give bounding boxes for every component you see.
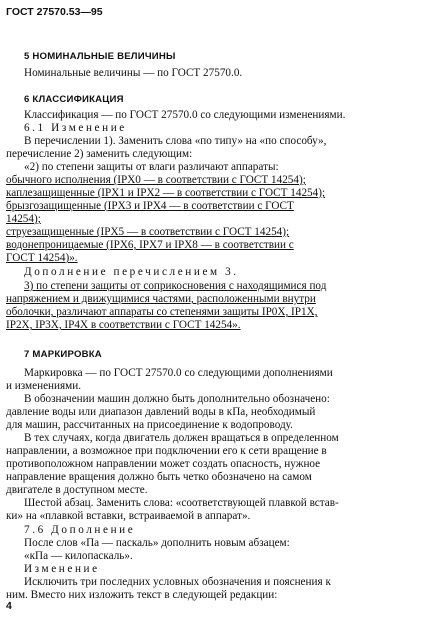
section-7-line: В тех случаях, когда двигатель должен вращаться в определенном: [24, 432, 339, 444]
section-7-line: «кПа — килопаскаль».: [24, 550, 133, 562]
section-7-line: Исключить три последних условных обозначения и пояснения к: [24, 576, 331, 588]
document-header: ГОСТ 27570.53—95: [6, 6, 103, 18]
section-7-line: и изменениями.: [6, 380, 82, 392]
section-6-line: брызгозащищенные (IPX3 и IPX4 — в соответствии с ГОСТ: [6, 200, 294, 212]
section-6-line: В перечислении 1). Заменить слова «по типу» на «по способу»,: [24, 135, 327, 147]
section-7-line: ки» на «плавкой вставки, встраиваемой в аппарат».: [6, 510, 251, 522]
section-6-line: ГОСТ 14254)».: [6, 252, 78, 264]
section-7-line: Маркировка — по ГОСТ 27570.0 со следующими дополнениями: [24, 367, 333, 379]
section-7-line: двигателе в доступном месте.: [6, 484, 148, 496]
section-7-line: направление вращения должно быть четко обозначено на самом: [6, 471, 312, 483]
addition-heading: Дополнение перечислением 3.: [24, 266, 239, 278]
section-7-line: направлении, а возможное при подключении его к сети вращение в: [6, 445, 327, 457]
section-7-line: для машин, рассчитанных на присоединение к водопроводу.: [6, 419, 293, 431]
section-6-line: 3) по степени защиты от соприкосновения с находящимися под: [24, 280, 327, 292]
section-6-line: «2) по степени защиты от влаги различают аппараты:: [24, 161, 279, 173]
section-5-line: Номинальные величины — по ГОСТ 27570.0.: [24, 67, 243, 79]
section-7-line: давление воды или диапазон давлений воды в кПа, необходимый: [6, 406, 316, 418]
page-number: 4: [6, 600, 12, 612]
section-7-line: Шестой абзац. Заменить слова: «соответствующей плавкой встав-: [24, 497, 339, 509]
section-6-line: 14254);: [6, 213, 41, 225]
section-6-line: струезащищенные (IPX5 — в соответствии с ГОСТ 14254);: [6, 226, 290, 238]
section-6-line: оболочки, различают аппараты со степенями защиты IP0X, IP1X,: [6, 306, 318, 318]
clause-6-1-heading: 6.1 Изменение: [24, 122, 127, 134]
change-heading: Изменение: [24, 563, 100, 575]
section-6-line: напряжением и движущимися частями, расположенными внутри: [6, 293, 316, 305]
section-7-line: В обозначении машин должно быть дополнительно обозначено:: [24, 393, 330, 405]
section-5-title: 5 НОМИНАЛЬНЫЕ ВЕЛИЧИНЫ: [24, 51, 176, 62]
section-6-line: IP2X, IP3X, IP4X в соответствии с ГОСТ 14254».: [6, 319, 241, 331]
section-6-line: каплезащищенные (IPX1 и IPX2 — в соответствии с ГОСТ 14254);: [6, 187, 326, 199]
section-7-line: После слов «Па — паскаль» дополнить новым абзацем:: [24, 537, 290, 549]
section-7-line: противоположном направлении может создать опасность, нужное: [6, 458, 321, 470]
section-6-line: обычного исполнения (IPX0 — в соответствии с ГОСТ 14254);: [6, 174, 306, 186]
clause-7-6-heading: 7.6 Дополнение: [24, 524, 136, 536]
section-6-line: Классификация — по ГОСТ 27570.0 со следующими изменениями.: [24, 109, 346, 121]
section-7-title: 7 МАРКИРОВКА: [24, 349, 102, 360]
section-7-line: ним. Вместо них изложить текст в следующей редакции:: [6, 589, 278, 601]
section-6-title: 6 КЛАССИФИКАЦИЯ: [24, 94, 124, 105]
section-6-line: перечисление 2) заменить следующим:: [6, 148, 193, 160]
section-6-line: водонепроницаемые (IPX6, IPX7 и IPX8 — в соответствии с: [6, 239, 294, 251]
